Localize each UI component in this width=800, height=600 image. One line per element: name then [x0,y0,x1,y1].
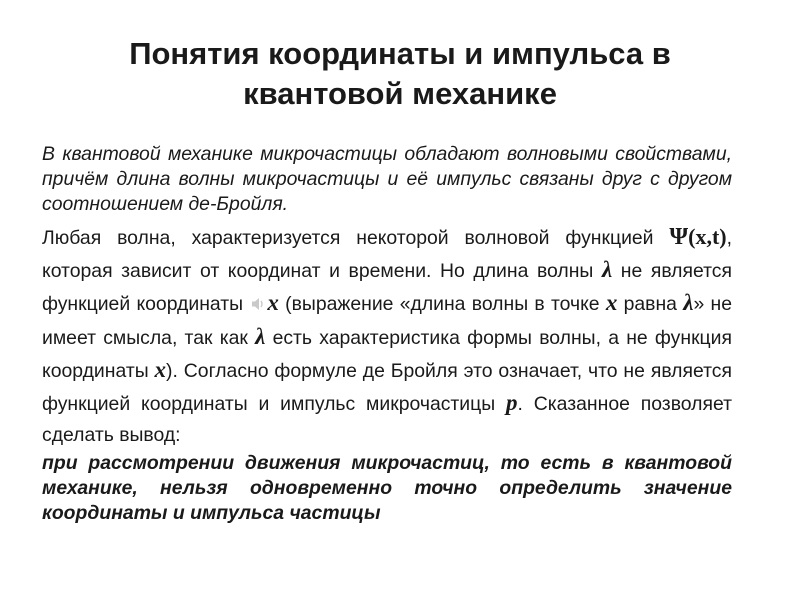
intro-paragraph: В квантовой механике микрочастицы обладают волновыми свойствами, причём длина волны микрочастицы и её импульс связаны друг с другом соотношением де-Бройля. [42,143,732,215]
main-text-6: » не имеет смысла, так как [42,293,733,349]
main-text-5: равна [617,293,684,316]
x-symbol: x [267,290,279,316]
slide-body [42,142,732,526]
lambda-symbol: λ [683,290,694,316]
main-text-2: , которая зависит от координат и времени. Но длина волны [42,227,732,283]
slide-title: Понятия координаты и импульса в квантовой механике [129,36,671,111]
main-text-8: ). Согласно формуле де Бройля это означает, что не является функцией координаты и импульс микрочастицы [42,359,732,416]
lambda-symbol: λ [601,257,613,283]
lambda-symbol: λ [255,323,266,349]
psi-argument: (x,t) [688,224,727,249]
main-text-9: . Сказанное позволяет сделать вывод: [42,393,732,447]
conclusion-paragraph: при рассмотрении движения микрочастиц, то есть в квантовой механике, нельзя одновременно точно определить значение координаты и импульса частицы [42,452,732,525]
speaker-icon[interactable] [250,291,266,307]
main-paragraph [42,221,732,451]
x-symbol: x [605,290,618,316]
x-symbol: x [154,356,167,382]
main-text-7: есть характеристика формы волны, а не функция координаты [42,326,732,382]
psi-symbol: Ψ [669,224,689,250]
p-symbol: p [506,390,518,416]
main-text-4: (выражение «длина волны в точке [278,293,606,316]
main-text-3: не является функцией координаты [42,260,732,316]
main-text-1: Любая волна, характеризуется некоторой волновой функцией [42,227,670,249]
